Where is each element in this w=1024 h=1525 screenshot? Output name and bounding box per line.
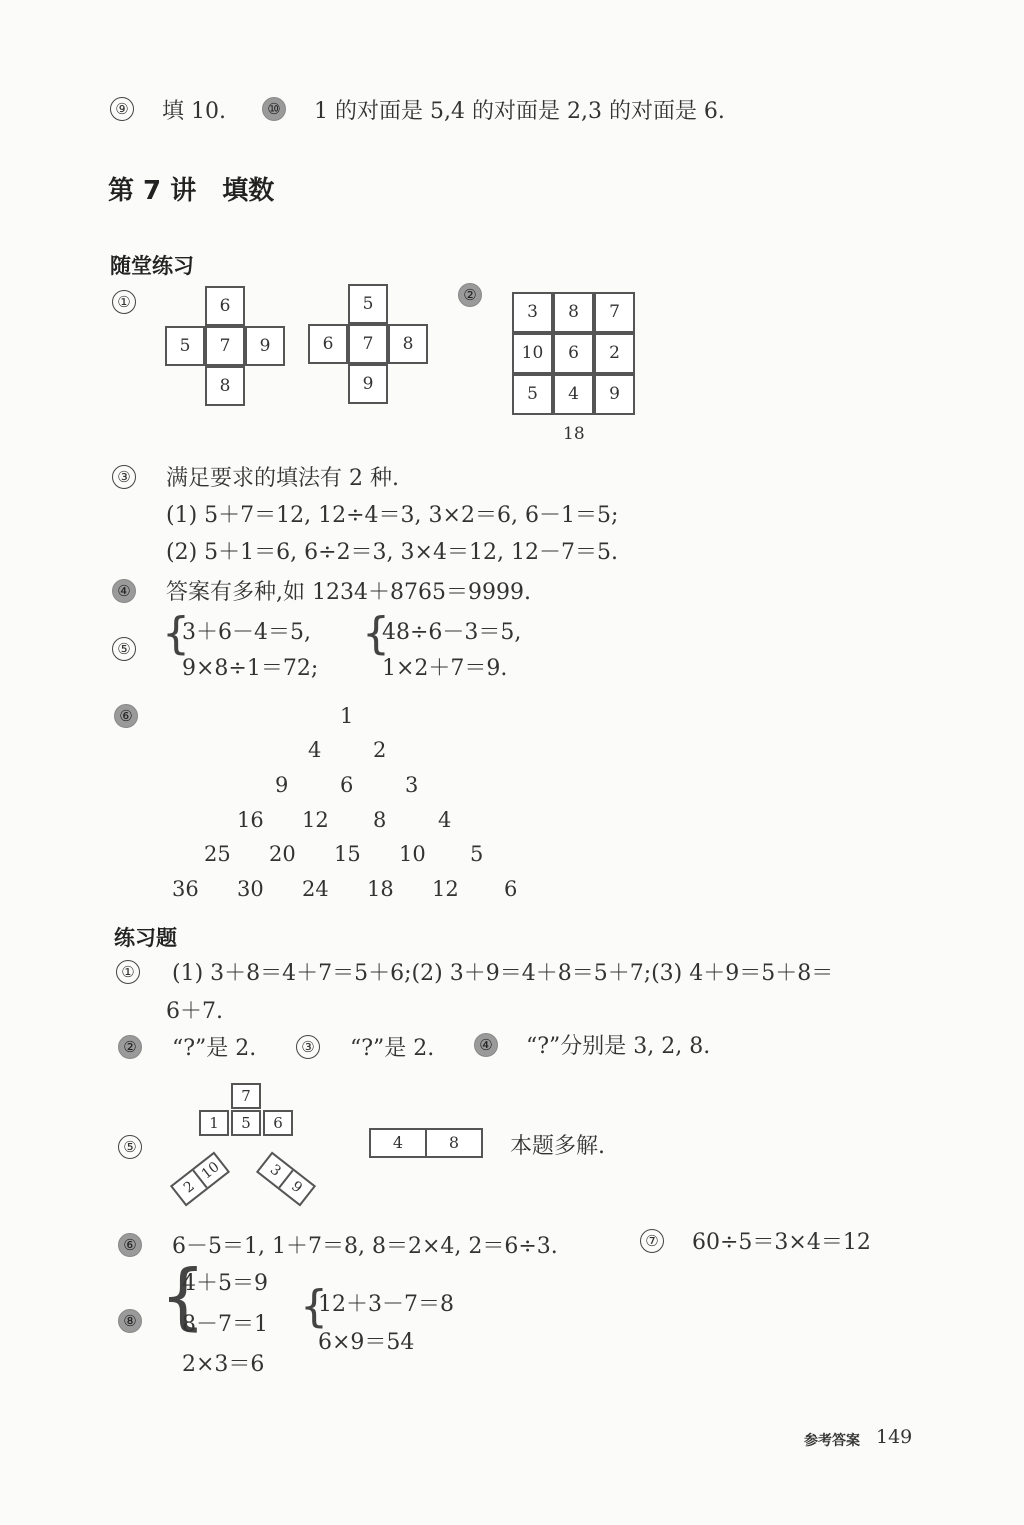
item-number-9: ⑨ <box>110 97 134 121</box>
p6-number: ⑥ <box>118 1233 142 1257</box>
brace-icon: { <box>300 1281 328 1332</box>
p1-answer-line2: 6＋7. <box>166 999 223 1024</box>
triangle-number: 12 <box>302 808 329 832</box>
footer-label: 参考答案 <box>804 1433 860 1449</box>
tilted-domino-left <box>170 1152 230 1207</box>
triangle-number: 25 <box>204 842 231 866</box>
q5-number: ⑤ <box>112 637 136 661</box>
p5-note: 本题多解. <box>510 1134 605 1159</box>
grid-cell: 9 <box>594 374 635 415</box>
page-number: 149 <box>876 1426 913 1448</box>
grid-cell: 7 <box>594 292 635 333</box>
cross2-left: 6 <box>308 324 348 364</box>
p4-number: ④ <box>474 1033 498 1057</box>
triangle-number: 15 <box>334 842 361 866</box>
q3-number: ③ <box>112 465 136 489</box>
brace-icon: { <box>160 1254 206 1338</box>
q5-system2-eq2: 1×2＋7＝9. <box>382 656 508 681</box>
net-cell-top: 7 <box>231 1083 261 1109</box>
cross2-top: 5 <box>348 284 388 324</box>
q3-solution-1: (1) 5＋7＝12, 12÷4＝3, 3×2＝6, 6－1＝5; <box>166 503 619 528</box>
answer-9: 填 10. <box>162 99 226 124</box>
triangle-number: 4 <box>308 738 322 762</box>
p8-system1-eq: 4＋5＝9 <box>182 1271 268 1296</box>
p2-answer: “?”是 2. <box>172 1036 257 1061</box>
p4-answer: “?”分别是 3, 2, 8. <box>526 1034 711 1059</box>
domino-number: 9 <box>278 1170 313 1204</box>
triangle-number: 1 <box>340 704 354 728</box>
item-number-10: ⑩ <box>262 97 286 121</box>
grid-cell: 4 <box>553 374 594 415</box>
section-heading-practice: 随堂练习 <box>110 254 194 278</box>
triangle-number: 3 <box>405 773 419 797</box>
p6-answer: 6－5＝1, 1＋7＝8, 8＝2×4, 2＝6÷3. <box>172 1234 558 1259</box>
net-cell: 6 <box>263 1110 293 1136</box>
p1-answer-line1: (1) 3＋8＝4＋7＝5＋6;(2) 3＋9＝4＋8＝5＋7;(3) 4＋9＝5＋8＝ <box>172 961 834 986</box>
p7-answer: 60÷5＝3×4＝12 <box>692 1230 871 1255</box>
p8-number: ⑧ <box>118 1309 142 1333</box>
q5-system1-eq1: 3＋6－4＝5, <box>182 620 311 645</box>
cross2-center: 7 <box>348 324 388 364</box>
p8-system1-eq: 8－7＝1 <box>182 1312 268 1337</box>
grid-cell: 10 <box>512 333 553 374</box>
p2-number: ② <box>118 1035 142 1059</box>
q4-number: ④ <box>112 579 136 603</box>
domino-number: 3 <box>266 1161 284 1180</box>
p8-system1-eq: 2×3＝6 <box>182 1352 265 1377</box>
lesson-title: 第 7 讲 填数 <box>108 176 275 206</box>
answer-10: 1 的对面是 5,4 的对面是 2,3 的对面是 6. <box>314 99 725 124</box>
q5-system1-eq2: 9×8÷1＝72; <box>182 656 319 681</box>
cross1-right: 9 <box>245 326 285 366</box>
brace-icon: { <box>362 608 390 659</box>
cross1-bottom: 8 <box>205 366 245 406</box>
cross1-left: 5 <box>165 326 205 366</box>
triangle-number: 9 <box>275 773 289 797</box>
triangle-number: 8 <box>373 808 387 832</box>
p3-answer: “?”是 2. <box>350 1036 435 1061</box>
section-heading-exercises: 练习题 <box>114 926 177 950</box>
p8-system2-eq: 12＋3－7＝8 <box>318 1292 454 1317</box>
net-cell: 5 <box>231 1110 261 1136</box>
triangle-number: 16 <box>237 808 264 832</box>
triangle-number: 18 <box>367 877 394 901</box>
triangle-number: 10 <box>399 842 426 866</box>
q1-number: ① <box>112 290 136 314</box>
domino-number: 10 <box>192 1154 227 1188</box>
grid-cell: 3 <box>512 292 553 333</box>
grid-cell: 5 <box>512 374 553 415</box>
grid-sum-label: 18 <box>563 424 585 444</box>
grid-cell: 8 <box>553 292 594 333</box>
triangle-number: 20 <box>269 842 296 866</box>
grid-cell: 2 <box>594 333 635 374</box>
cross2-bottom: 9 <box>348 364 388 404</box>
pair-cell: 4 <box>369 1128 427 1158</box>
p8-system2-eq: 6×9＝54 <box>318 1330 415 1355</box>
triangle-number: 30 <box>237 877 264 901</box>
triangle-number: 12 <box>432 877 459 901</box>
triangle-number: 24 <box>302 877 329 901</box>
domino-number: 2 <box>180 1178 198 1197</box>
p5-number: ⑤ <box>118 1135 142 1159</box>
triangle-number: 4 <box>438 808 452 832</box>
net-cell: 1 <box>199 1110 229 1136</box>
cross1-center: 7 <box>205 326 245 366</box>
p7-number: ⑦ <box>640 1229 664 1253</box>
q3-solution-2: (2) 5＋1＝6, 6÷2＝3, 3×4＝12, 12－7＝5. <box>166 540 618 565</box>
pair-cell: 8 <box>425 1128 483 1158</box>
p3-number: ③ <box>296 1035 320 1059</box>
triangle-number: 2 <box>373 738 387 762</box>
triangle-number: 6 <box>340 773 354 797</box>
triangle-number: 5 <box>470 842 484 866</box>
cross1-top: 6 <box>205 286 245 326</box>
brace-icon: { <box>162 608 190 659</box>
triangle-number: 6 <box>504 877 518 901</box>
triangle-number: 36 <box>172 877 199 901</box>
q4-answer: 答案有多种,如 1234＋8765＝9999. <box>166 580 531 605</box>
p1-number: ① <box>116 960 140 984</box>
q2-number: ② <box>458 283 482 307</box>
q3-intro: 满足要求的填法有 2 种. <box>166 466 399 491</box>
q5-system2-eq1: 48÷6－3＝5, <box>382 620 522 645</box>
grid-cell: 6 <box>553 333 594 374</box>
tilted-domino-right <box>256 1152 316 1207</box>
cross2-right: 8 <box>388 324 428 364</box>
q6-number: ⑥ <box>114 704 138 728</box>
